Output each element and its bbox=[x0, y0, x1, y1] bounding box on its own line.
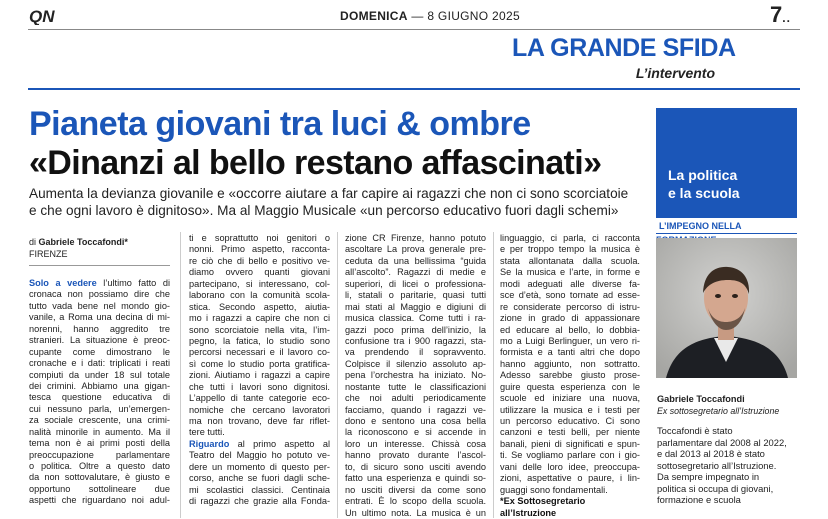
line-text: formista e a tanti altri che dopo bbox=[500, 347, 640, 358]
text-line bbox=[29, 404, 170, 415]
sidebar-title-line-2: e la scuola bbox=[668, 185, 740, 201]
text-line bbox=[189, 439, 330, 450]
text-line bbox=[345, 244, 486, 255]
line-text: sce d’età, sono tornate ad esse- bbox=[500, 290, 640, 301]
text-line bbox=[29, 312, 170, 323]
text-line bbox=[189, 485, 330, 496]
line-text: stica. Secondo aspetto, aiutia- bbox=[189, 301, 330, 312]
article-column-4 bbox=[500, 233, 640, 519]
bio-line: parlamentare dal 2008 al 2022, bbox=[657, 436, 787, 448]
text-line bbox=[500, 427, 640, 438]
text-line bbox=[29, 289, 170, 300]
text-line bbox=[500, 256, 640, 267]
text-line bbox=[189, 313, 330, 324]
text-line bbox=[29, 438, 170, 449]
sidebar-title bbox=[668, 166, 788, 202]
bio-line: Toccafondi è stato bbox=[657, 425, 733, 436]
text-line bbox=[29, 301, 170, 312]
line-text: zioni. Aiutiamo i ragazzi a capire bbox=[189, 370, 330, 381]
line-text: ed educare al bello, lo dobbia- bbox=[500, 324, 640, 335]
line-text: hanno aggiunto, non sottratto. bbox=[500, 358, 640, 369]
line-text: canzoni e testi belli, per niente bbox=[500, 427, 640, 438]
line-text: cupante come dimostrano le bbox=[29, 346, 170, 357]
text-line bbox=[500, 485, 640, 496]
issue-date bbox=[340, 9, 520, 23]
text-line bbox=[500, 233, 640, 244]
line-text: preoccupazione parlamentare bbox=[29, 449, 170, 460]
line-text: e per troppo tempo la musica è bbox=[500, 244, 640, 255]
text-line bbox=[345, 485, 486, 496]
line-text: corso, anche se fuori dagli sche- bbox=[189, 473, 330, 484]
line-text: o politica. Oltre a questo dato bbox=[29, 461, 170, 471]
line-text: nonni. Primo aspetto, racconta- bbox=[189, 244, 330, 255]
text-line bbox=[500, 302, 640, 313]
text-line bbox=[29, 427, 170, 438]
text-line bbox=[345, 290, 486, 301]
article-column-3 bbox=[345, 233, 486, 519]
text-line bbox=[29, 358, 170, 369]
line-text: sì come lo studio porta gratifica- bbox=[189, 358, 330, 369]
text-line bbox=[189, 427, 330, 438]
text-line bbox=[29, 495, 170, 506]
text-line bbox=[500, 279, 640, 290]
article-subhead: Aumenta la devianza giovanile e «occorre aiutare a far capire ai ragazzi che non ci sono scorciatoie e che ogni lavoro è dignitoso». Ma al Maggio Musicale «un percorso educativo fuori dagli schemi» bbox=[29, 186, 629, 218]
line-text: ceduta da una bellissima “guida bbox=[345, 255, 486, 266]
line-text: un percorso educativo. Ci sono bbox=[500, 416, 640, 426]
line-text: tere tutti. bbox=[189, 427, 225, 438]
article-column-2 bbox=[189, 233, 330, 508]
byline-place: FIRENZE bbox=[29, 249, 68, 259]
section-subtitle: L’intervento bbox=[635, 65, 715, 81]
line-text: modi adeguati alle diverse fa- bbox=[500, 278, 640, 289]
line-text: mo i ragazzi a capire che non ci bbox=[189, 313, 330, 324]
line-text: nomiche che cercano lavoratori bbox=[189, 404, 330, 415]
text-line bbox=[345, 370, 486, 381]
line-text: re considerate percorso di istru- bbox=[500, 301, 640, 312]
text-line bbox=[345, 359, 486, 370]
line-text: da non sottovalutare, è giusto e bbox=[29, 472, 170, 483]
line-text: tema non è ai primi posti della bbox=[29, 438, 170, 449]
text-line bbox=[189, 393, 330, 404]
column-rule bbox=[337, 232, 338, 518]
line-text: Adesso sarebbe giusto prose- bbox=[500, 370, 640, 381]
line-text: mai stati al Maggio e digiuni di bbox=[345, 301, 486, 312]
text-line bbox=[29, 347, 170, 358]
line-text: ti. Se vogliamo parlare con i gio- bbox=[500, 450, 640, 461]
line-text: Teatro del Maggio ho potuto ve- bbox=[189, 450, 330, 461]
bio-line: e dal 2013 al 2018 è stato bbox=[657, 448, 765, 459]
line-text: la riconoscono e si accende in bbox=[345, 427, 486, 438]
text-line bbox=[345, 427, 486, 438]
text-line bbox=[29, 461, 170, 472]
line-text: nostante tutte le classificazioni bbox=[345, 381, 486, 392]
line-text: loro un interesse. Chissà cosa bbox=[345, 438, 486, 449]
text-line bbox=[500, 462, 640, 473]
text-line bbox=[189, 336, 330, 347]
text-line bbox=[29, 450, 170, 461]
headline-secondary: «Dinanzi al bello restano affascinati» bbox=[29, 144, 602, 182]
svg-text:QN: QN bbox=[29, 7, 55, 25]
line-text: scuole ed iniziare una nuova, bbox=[500, 393, 640, 404]
section-title: LA GRANDE SFIDA bbox=[512, 34, 736, 62]
text-line bbox=[345, 382, 486, 393]
text-line bbox=[345, 233, 486, 244]
text-line bbox=[500, 473, 640, 484]
sidebar-title-line-1: La politica bbox=[668, 167, 738, 183]
line-text: l’ultimo fatto di bbox=[96, 278, 170, 288]
text-line bbox=[29, 472, 170, 483]
text-line bbox=[345, 347, 486, 358]
text-line bbox=[500, 508, 640, 519]
line-text: ti e soprattutto noi genitori o bbox=[189, 233, 330, 243]
text-line bbox=[500, 336, 640, 347]
text-line bbox=[29, 415, 170, 426]
bio-line: politica si occupa di giovani, bbox=[657, 482, 774, 494]
line-text: sono scorciatoie nella vita, l’im- bbox=[189, 324, 330, 335]
line-text: Un ultimo nota. La musica è un bbox=[345, 507, 486, 518]
sidebar-author-role: Ex sottosegretario all’Istruzione bbox=[657, 406, 780, 416]
text-line bbox=[345, 313, 486, 324]
byline-rule bbox=[29, 265, 170, 266]
text-line bbox=[345, 279, 486, 290]
text-line bbox=[500, 325, 640, 336]
section-rule bbox=[28, 88, 800, 90]
line-text: tutto vada bene nel mondo gio- bbox=[29, 300, 170, 311]
text-line bbox=[29, 278, 170, 289]
line-text: partecipano, si interessano, col- bbox=[189, 278, 330, 289]
text-line bbox=[29, 484, 170, 495]
text-line bbox=[189, 450, 330, 461]
line-text: aspetti che riguardano noi adul- bbox=[29, 495, 170, 506]
text-line bbox=[345, 336, 486, 347]
text-line bbox=[189, 302, 330, 313]
line-text: Se la musica e l’arte, in forme e bbox=[500, 267, 640, 278]
text-line bbox=[500, 450, 640, 461]
sidebar-author-name: Gabriele Toccafondi bbox=[657, 394, 745, 404]
line-text: al primo aspetto al bbox=[229, 438, 330, 449]
text-line bbox=[29, 324, 170, 335]
line-text: di ragazzi che grazie alla Fonda- bbox=[189, 496, 330, 507]
line-text: fatto una esperienza e quindi so- bbox=[345, 473, 486, 484]
text-line bbox=[500, 244, 640, 255]
line-text: banali, pieni di significati e spun- bbox=[500, 438, 640, 449]
text-line bbox=[500, 370, 640, 381]
date-separator: — bbox=[411, 9, 424, 23]
text-line bbox=[189, 267, 330, 278]
text-line bbox=[500, 496, 640, 507]
text-line bbox=[189, 416, 330, 427]
text-line bbox=[345, 416, 486, 427]
line-text: hanno provato durante l’ascol- bbox=[345, 450, 486, 461]
text-line bbox=[345, 256, 486, 267]
line-text: cronaca non possiamo dire che bbox=[29, 289, 170, 300]
text-line bbox=[189, 382, 330, 393]
text-line bbox=[189, 347, 330, 358]
page-number-dots: .. bbox=[782, 11, 791, 25]
text-line bbox=[29, 335, 170, 346]
line-text: superiori, di licei o professiona- bbox=[345, 278, 486, 289]
line-text: mo a Luigi Berlinguer, un vero ri- bbox=[500, 335, 640, 346]
text-line bbox=[345, 325, 486, 336]
text-line bbox=[500, 393, 640, 404]
line-text: mi scolastici classici. Centinaia bbox=[189, 484, 330, 495]
text-line bbox=[189, 233, 330, 244]
text-line bbox=[500, 313, 640, 324]
text-line bbox=[189, 496, 330, 507]
line-text: za sociale crescente, una crimi- bbox=[29, 415, 170, 426]
line-text: guaggi sono fondamentali. bbox=[500, 484, 608, 495]
line-text: vani delle loro idee, preoccupa- bbox=[500, 461, 640, 472]
page-number bbox=[770, 2, 791, 28]
line-text: utilizzare la musica e i testi per bbox=[500, 404, 640, 415]
author-photo bbox=[656, 238, 797, 378]
article-column-1 bbox=[29, 278, 170, 507]
text-line bbox=[345, 450, 486, 461]
line-text: linguaggio, ci parla, ci racconta bbox=[500, 233, 640, 243]
sidebar-tag: L’IMPEGNO NELLA bbox=[656, 219, 797, 234]
text-line bbox=[29, 370, 170, 381]
line-text: L’appello di tante categorie eco- bbox=[189, 393, 330, 404]
lead-in: Solo a vedere bbox=[29, 278, 97, 288]
text-line bbox=[500, 439, 640, 450]
text-line bbox=[189, 325, 330, 336]
bio-line: Da sempre impegnato in bbox=[657, 471, 760, 482]
line-text: confusione tra i 900 ragazzi, sta- bbox=[345, 335, 486, 346]
column-rule bbox=[180, 232, 181, 518]
text-line bbox=[189, 473, 330, 484]
column-rule bbox=[493, 232, 494, 518]
text-line bbox=[189, 244, 330, 255]
line-text: stata allontanata dalla scuola. bbox=[500, 255, 640, 266]
text-line bbox=[189, 290, 330, 301]
qn-logo bbox=[29, 7, 63, 25]
text-line bbox=[500, 405, 640, 416]
text-line bbox=[189, 256, 330, 267]
line-text: all’ascolto”. Ragazzi di medie e bbox=[345, 267, 486, 278]
line-text: nalità minorile in aumento. Ma il bbox=[29, 426, 170, 437]
bio-line: sottosegretario all’Istruzione. bbox=[657, 459, 777, 471]
line-text: dono e sentono una cosa bella bbox=[345, 416, 486, 426]
line-text: tesca questione educativa di bbox=[29, 392, 170, 403]
line-text: laborano con la comunità scola- bbox=[189, 290, 330, 301]
text-line bbox=[345, 405, 486, 416]
text-line bbox=[29, 381, 170, 392]
line-text: pena l’orchestra ha iniziato. No- bbox=[345, 370, 486, 381]
line-text: guire questa esperienza con le bbox=[500, 381, 640, 392]
line-text: *Ex Sottosegretario bbox=[500, 496, 586, 507]
line-text: pegno, la fatica, lo studio sono bbox=[189, 335, 330, 346]
text-line bbox=[345, 462, 486, 473]
line-text: to, di sicuro sono usciti avendo bbox=[345, 461, 486, 472]
line-text: zioni, aspettative o paure, i lin- bbox=[500, 473, 640, 484]
lead-in: Riguardo bbox=[189, 438, 230, 449]
text-line bbox=[500, 267, 640, 278]
byline bbox=[29, 236, 128, 260]
line-text: re ciò che di bello e positivo ve- bbox=[189, 255, 330, 266]
text-line bbox=[189, 370, 330, 381]
headline-primary: Pianeta giovani tra luci & ombre bbox=[29, 105, 531, 143]
line-text: dere un momento di questo per- bbox=[189, 461, 330, 472]
line-text: opportuno sottolineare due bbox=[29, 483, 170, 494]
text-line bbox=[500, 382, 640, 393]
text-line bbox=[500, 347, 640, 358]
line-text: cui nessuno parla, un’emergen- bbox=[29, 403, 170, 414]
line-text: compiuti da under 18 sul totale bbox=[29, 369, 170, 380]
line-text: zione in grado di appassionare bbox=[500, 313, 640, 324]
line-text: vanile, a Roma una decina di mi- bbox=[29, 312, 170, 323]
line-text: diamo ovvero quanti giovani bbox=[189, 267, 330, 278]
text-line bbox=[189, 359, 330, 370]
line-text: va prendendo il sopravvento. bbox=[345, 347, 486, 358]
text-line bbox=[500, 290, 640, 301]
line-text: gazzi poco prima dell’inizio, la bbox=[345, 324, 486, 335]
text-line bbox=[500, 416, 640, 427]
header-rule bbox=[28, 29, 800, 30]
line-text: cronache e i dati: triplicati i reati bbox=[29, 358, 170, 369]
text-line bbox=[29, 392, 170, 403]
issue-date-value: 8 GIUGNO 2025 bbox=[427, 9, 520, 23]
line-text: stranieri. La situazione è preoc- bbox=[29, 335, 170, 346]
text-line bbox=[345, 267, 486, 278]
line-text: musica classica. Come tutti i ra- bbox=[345, 313, 486, 324]
line-text: ascoltare La prova generale pre- bbox=[345, 244, 486, 255]
byline-author: Gabriele Toccafondi* bbox=[38, 237, 128, 247]
text-line bbox=[345, 508, 486, 519]
line-text: che noi adulti periodicamente bbox=[345, 393, 486, 404]
text-line bbox=[345, 496, 486, 507]
line-text: ma non trovano, deve far riflet- bbox=[189, 416, 330, 426]
line-text: Colpisce il silenzio assoluto ap- bbox=[345, 358, 486, 369]
line-text: dei crimini. Abbiamo una gigan- bbox=[29, 380, 170, 391]
text-line bbox=[189, 462, 330, 473]
line-text: entrati. È lo scopo della scuola. bbox=[345, 496, 486, 507]
byline-prefix: di bbox=[29, 237, 37, 247]
text-line bbox=[345, 439, 486, 450]
line-text: zione CR Firenze, hanno potuto bbox=[345, 233, 486, 243]
line-text: all’Istruzione bbox=[500, 507, 557, 518]
line-text: norenni, hanno aggredito tre bbox=[29, 323, 170, 334]
line-text: no usciti diversi da come sono bbox=[345, 484, 486, 495]
bio-line: formazione e scuola bbox=[657, 494, 741, 505]
text-line bbox=[500, 359, 640, 370]
page-number-value: 7 bbox=[770, 2, 783, 27]
line-text: che tutti i lavori sono dignitosi. bbox=[189, 381, 330, 392]
text-line bbox=[345, 393, 486, 404]
text-line bbox=[189, 405, 330, 416]
text-line bbox=[345, 302, 486, 313]
sidebar-author-bio bbox=[657, 425, 797, 506]
text-line bbox=[189, 279, 330, 290]
issue-day: DOMENICA bbox=[340, 9, 408, 23]
line-text: facciamo, quando i ragazzi ve- bbox=[345, 404, 486, 415]
line-text: li, statali o paritarie, quasi tutti bbox=[345, 290, 486, 301]
line-text: percorsi necessari e il lavoro co- bbox=[189, 347, 330, 358]
text-line bbox=[345, 473, 486, 484]
